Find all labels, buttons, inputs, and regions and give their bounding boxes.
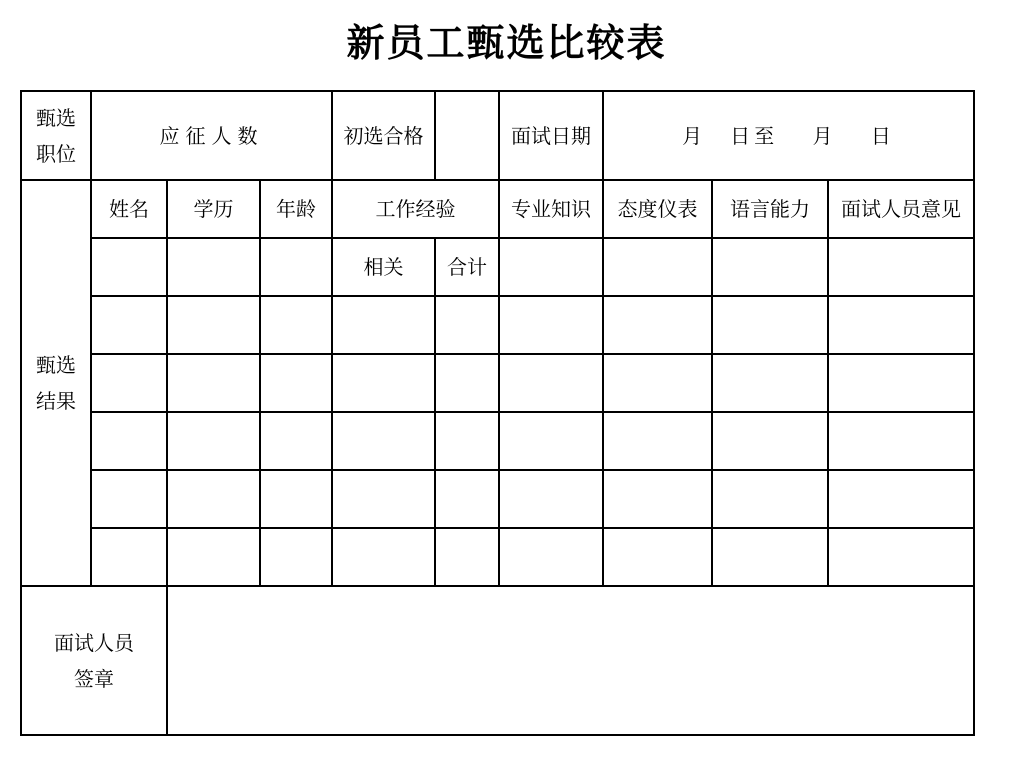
interviewer-signature-field[interactable] xyxy=(167,586,974,735)
table-row xyxy=(21,238,974,296)
cell-age[interactable] xyxy=(260,296,332,354)
cell-interviewer-opinion[interactable] xyxy=(828,238,974,296)
cell-related[interactable] xyxy=(332,528,435,586)
applicants-label: 应征人数 xyxy=(91,91,332,180)
cell-age[interactable] xyxy=(260,238,332,296)
column-header-row xyxy=(21,180,974,238)
interview-date-label: 面试日期 xyxy=(499,91,603,180)
col-related: 相关 xyxy=(332,238,435,296)
cell-interviewer-opinion[interactable] xyxy=(828,296,974,354)
cell-education[interactable] xyxy=(167,528,260,586)
cell-interviewer-opinion[interactable] xyxy=(828,528,974,586)
header-row xyxy=(21,91,974,180)
cell-professional-knowledge[interactable] xyxy=(499,528,603,586)
table-row xyxy=(21,470,974,528)
table-row xyxy=(21,296,974,354)
selection-result-label: 甄选 结果 xyxy=(21,180,91,586)
cell-language[interactable] xyxy=(712,354,828,412)
cell-education[interactable] xyxy=(167,470,260,528)
col-total: 合计 xyxy=(435,238,499,296)
cell-interviewer-opinion[interactable] xyxy=(828,470,974,528)
cell-total[interactable] xyxy=(435,470,499,528)
cell-language[interactable] xyxy=(712,470,828,528)
cell-name[interactable] xyxy=(91,238,167,296)
table-row xyxy=(21,354,974,412)
cell-name[interactable] xyxy=(91,528,167,586)
cell-name[interactable] xyxy=(91,296,167,354)
cell-professional-knowledge[interactable] xyxy=(499,412,603,470)
cell-professional-knowledge[interactable] xyxy=(499,238,603,296)
table-row xyxy=(21,412,974,470)
cell-age[interactable] xyxy=(260,528,332,586)
position-label: 甄选 职位 xyxy=(21,91,91,180)
cell-attitude[interactable] xyxy=(603,296,712,354)
col-professional-knowledge: 专业知识 xyxy=(499,180,603,238)
table-row xyxy=(21,528,974,586)
interviewer-signature-label: 面试人员 签章 xyxy=(21,586,167,735)
col-work-experience: 工作经验 xyxy=(332,180,499,238)
cell-age[interactable] xyxy=(260,470,332,528)
cell-name[interactable] xyxy=(91,354,167,412)
cell-language[interactable] xyxy=(712,412,828,470)
col-language: 语言能力 xyxy=(712,180,828,238)
cell-age[interactable] xyxy=(260,412,332,470)
cell-related[interactable] xyxy=(332,354,435,412)
cell-attitude[interactable] xyxy=(603,412,712,470)
cell-professional-knowledge[interactable] xyxy=(499,296,603,354)
interview-date-range[interactable]: 月 日至 月 日 xyxy=(603,91,974,180)
cell-education[interactable] xyxy=(167,354,260,412)
cell-attitude[interactable] xyxy=(603,238,712,296)
cell-name[interactable] xyxy=(91,470,167,528)
cell-attitude[interactable] xyxy=(603,528,712,586)
cell-age[interactable] xyxy=(260,354,332,412)
cell-related[interactable] xyxy=(332,412,435,470)
col-interviewer-opinion: 面试人员意见 xyxy=(828,180,974,238)
col-attitude: 态度仪表 xyxy=(603,180,712,238)
col-education: 学历 xyxy=(167,180,260,238)
cell-total[interactable] xyxy=(435,528,499,586)
col-name: 姓名 xyxy=(91,180,167,238)
col-age: 年龄 xyxy=(260,180,332,238)
page-title: 新员工甄选比较表 xyxy=(346,21,667,65)
cell-total[interactable] xyxy=(435,296,499,354)
cell-education[interactable] xyxy=(167,412,260,470)
cell-interviewer-opinion[interactable] xyxy=(828,354,974,412)
cell-professional-knowledge[interactable] xyxy=(499,354,603,412)
cell-total[interactable] xyxy=(435,412,499,470)
cell-professional-knowledge[interactable] xyxy=(499,470,603,528)
selection-comparison-table xyxy=(20,90,975,736)
signature-row xyxy=(21,586,974,735)
cell-interviewer-opinion[interactable] xyxy=(828,412,974,470)
cell-name[interactable] xyxy=(91,412,167,470)
cell-language[interactable] xyxy=(712,528,828,586)
cell-education[interactable] xyxy=(167,296,260,354)
cell-total[interactable] xyxy=(435,354,499,412)
prelim-pass-value[interactable] xyxy=(435,91,499,180)
cell-related[interactable] xyxy=(332,470,435,528)
cell-education[interactable] xyxy=(167,238,260,296)
prelim-pass-label: 初选合格 xyxy=(332,91,435,180)
cell-language[interactable] xyxy=(712,238,828,296)
cell-related[interactable] xyxy=(332,296,435,354)
cell-attitude[interactable] xyxy=(603,354,712,412)
cell-attitude[interactable] xyxy=(603,470,712,528)
cell-language[interactable] xyxy=(712,296,828,354)
